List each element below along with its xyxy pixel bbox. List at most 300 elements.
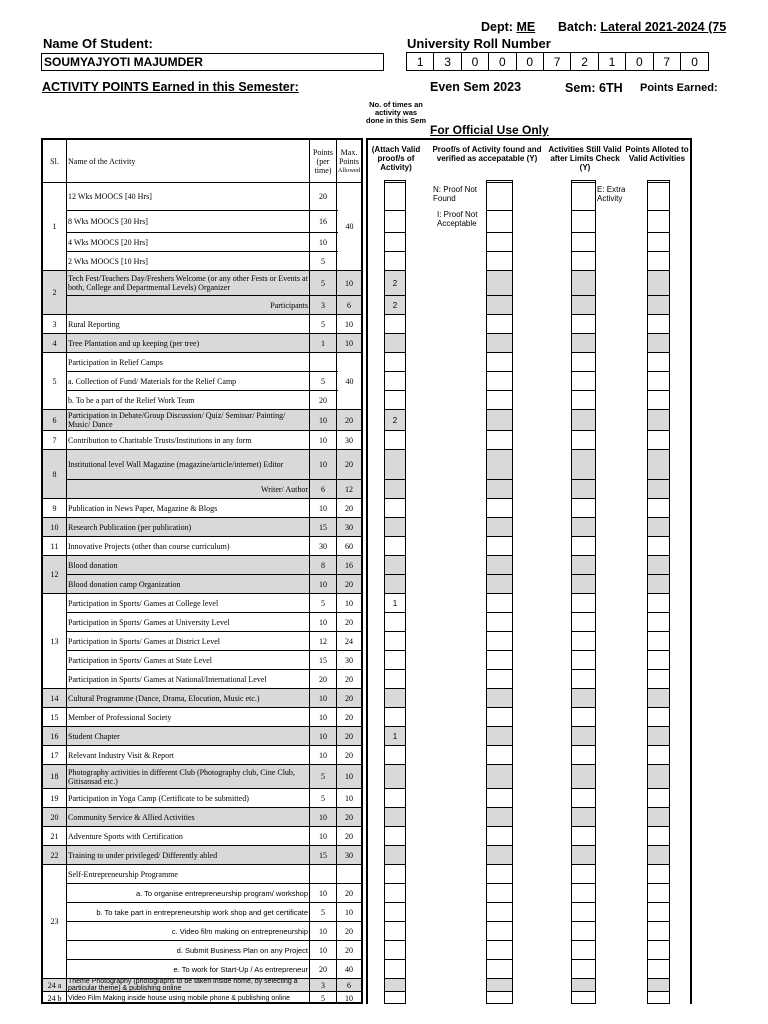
entry-cell[interactable] — [648, 991, 669, 1004]
table-row — [43, 845, 361, 864]
entry-cell[interactable] — [648, 182, 669, 210]
entry-cell[interactable] — [572, 883, 595, 902]
entry-cell[interactable] — [487, 726, 512, 745]
merged-sl-cell: 1 — [43, 183, 66, 270]
row-activity-name: Member of Professional Society — [67, 708, 310, 726]
entry-cell[interactable] — [487, 978, 512, 991]
entry-cell[interactable] — [648, 788, 669, 807]
roll-digit[interactable]: 1 — [407, 53, 434, 70]
entry-cell[interactable] — [572, 479, 595, 498]
row-sl: 11 — [43, 537, 67, 555]
entry-cell[interactable] — [648, 390, 669, 409]
entry-cell[interactable] — [572, 232, 595, 251]
entry-cell[interactable] — [572, 978, 595, 991]
row-activity-name: 12 Wks MOOCS [40 Hrs] — [67, 183, 310, 210]
row-activity-name: Rural Reporting — [67, 315, 310, 333]
table-row — [43, 517, 361, 536]
entry-cell[interactable] — [385, 430, 405, 449]
entry-cell[interactable] — [385, 826, 405, 845]
entry-cell[interactable] — [648, 864, 669, 883]
entry-cell[interactable] — [385, 371, 405, 390]
entry-cell[interactable] — [385, 788, 405, 807]
entry-cell[interactable] — [648, 940, 669, 959]
entry-cell[interactable] — [572, 251, 595, 270]
entry-cell[interactable] — [648, 807, 669, 826]
entry-cell[interactable] — [572, 430, 595, 449]
entry-cell[interactable] — [487, 593, 512, 612]
entry-cell[interactable] — [487, 574, 512, 593]
row-sl: 9 — [43, 499, 67, 517]
row-max: 60 — [345, 541, 353, 551]
roll-digit[interactable]: 0 — [489, 53, 516, 70]
row-points: 20 — [310, 183, 337, 210]
row-points: 5 — [310, 372, 337, 390]
row-points: 10 — [310, 410, 337, 430]
row-sl: 19 — [43, 789, 67, 807]
entry-cell[interactable] — [487, 807, 512, 826]
entry-cell[interactable] — [487, 826, 512, 845]
times-done-column — [384, 180, 406, 1004]
entry-cell[interactable] — [572, 650, 595, 669]
entry-cell[interactable] — [648, 371, 669, 390]
row-sl: 17 — [43, 746, 67, 764]
entry-cell[interactable] — [648, 978, 669, 991]
entry-cell[interactable] — [572, 449, 595, 479]
entry-cell[interactable] — [487, 631, 512, 650]
entry-cell[interactable] — [648, 669, 669, 688]
row-activity-name: Participation in Sports/ Games at College level — [67, 594, 310, 612]
entry-cell[interactable] — [487, 991, 512, 1004]
header-sl: Sl. — [43, 140, 67, 182]
entry-cell[interactable] — [572, 726, 595, 745]
row-max: 30 — [345, 850, 353, 860]
roll-digit[interactable]: 0 — [462, 53, 489, 70]
row-points: 10 — [310, 233, 337, 251]
row-sl: 4 — [43, 334, 67, 352]
entry-cell[interactable] — [572, 498, 595, 517]
entry-cell[interactable] — [487, 921, 512, 940]
row-max: 40 — [345, 964, 353, 974]
row-points: 16 — [310, 211, 337, 232]
entry-cell[interactable] — [572, 270, 595, 295]
row-points: 10 — [310, 827, 337, 845]
entry-cell[interactable] — [572, 707, 595, 726]
entry-cell[interactable] — [572, 612, 595, 631]
entry-cell[interactable] — [648, 574, 669, 593]
entry-cell[interactable] — [572, 333, 595, 352]
table-row — [43, 826, 361, 845]
entry-cell[interactable] — [648, 449, 669, 479]
row-activity-name: Theme Photography (photographs to be taken inside home, by selecting a particular theme) & publishing online — [67, 979, 310, 991]
entry-cell[interactable] — [385, 479, 405, 498]
entry-cell[interactable] — [385, 333, 405, 352]
entry-cell[interactable] — [487, 409, 512, 430]
row-points: 10 — [310, 808, 337, 826]
entry-cell[interactable] — [487, 479, 512, 498]
entry-cell[interactable] — [648, 352, 669, 371]
table-row — [43, 333, 361, 352]
entry-cell[interactable] — [385, 536, 405, 555]
entry-cell[interactable] — [487, 270, 512, 295]
entry-cell[interactable] — [487, 959, 512, 978]
entry-cell[interactable] — [572, 371, 595, 390]
table-row — [43, 270, 361, 295]
row-points: 12 — [310, 632, 337, 650]
entry-cell[interactable] — [385, 807, 405, 826]
row-sl: 24 a — [43, 979, 67, 991]
row-activity-name: b. To take part in entrepreneurship work shop and get certificate — [67, 903, 310, 921]
entry-cell[interactable] — [385, 764, 405, 788]
entry-cell[interactable] — [385, 390, 405, 409]
row-points: 10 — [310, 613, 337, 631]
entry-cell[interactable] — [648, 333, 669, 352]
table-row — [43, 883, 361, 902]
entry-cell[interactable] — [648, 883, 669, 902]
entry-cell[interactable] — [572, 959, 595, 978]
entry-cell[interactable] — [648, 650, 669, 669]
row-activity-name: d. Submit Business Plan on any Project — [67, 941, 310, 959]
row-activity-name: Participation in Sports/ Games at District Level — [67, 632, 310, 650]
attach-proof-head: (Attach Valid proof/s of Activity) — [371, 145, 421, 172]
entry-cell[interactable]: 2 — [385, 295, 405, 314]
entry-cell[interactable] — [487, 688, 512, 707]
entry-cell[interactable] — [385, 959, 405, 978]
row-points — [310, 865, 337, 883]
entry-cell[interactable] — [487, 232, 512, 251]
row-sl: 24 b — [43, 992, 67, 1004]
table-row — [43, 498, 361, 517]
dept-label: Dept: ME — [481, 20, 536, 34]
row-points: 10 — [310, 941, 337, 959]
row-max: 10 — [345, 319, 353, 329]
table-row — [43, 210, 361, 232]
entry-cell[interactable] — [487, 864, 512, 883]
row-points: 3 — [310, 296, 337, 314]
entry-cell[interactable] — [648, 921, 669, 940]
entry-cell[interactable] — [487, 555, 512, 574]
row-points: 3 — [310, 979, 337, 991]
entry-cell[interactable] — [487, 251, 512, 270]
row-points: 20 — [310, 391, 337, 409]
table-row — [43, 650, 361, 669]
entry-cell[interactable] — [648, 430, 669, 449]
entry-cell[interactable] — [572, 536, 595, 555]
table-row — [43, 232, 361, 251]
entry-cell[interactable] — [385, 517, 405, 536]
row-sl: 20 — [43, 808, 67, 826]
row-points: 10 — [310, 727, 337, 745]
entry-cell[interactable] — [487, 182, 512, 210]
entry-cell[interactable] — [648, 826, 669, 845]
entry-cell[interactable] — [648, 409, 669, 430]
row-activity-name: 2 Wks MOOCS [10 Hrs] — [67, 252, 310, 270]
entry-cell[interactable] — [572, 352, 595, 371]
entry-cell[interactable] — [572, 409, 595, 430]
entry-cell[interactable] — [487, 210, 512, 232]
row-activity-name: Self-Entrepreneurship Programme — [67, 865, 310, 883]
entry-cell[interactable] — [385, 978, 405, 991]
row-sl: 10 — [43, 518, 67, 536]
row-max: 10 — [345, 598, 353, 608]
entry-cell[interactable] — [648, 612, 669, 631]
row-points: 20 — [310, 670, 337, 688]
entry-cell[interactable] — [385, 845, 405, 864]
entry-cell[interactable] — [572, 390, 595, 409]
row-points: 15 — [310, 651, 337, 669]
entry-cell[interactable] — [487, 352, 512, 371]
entry-cell[interactable] — [648, 631, 669, 650]
entry-cell[interactable] — [487, 430, 512, 449]
row-activity-name: Blood donation — [67, 556, 310, 574]
roll-digit[interactable]: 3 — [434, 53, 461, 70]
entry-cell[interactable] — [648, 479, 669, 498]
entry-cell[interactable] — [385, 745, 405, 764]
entry-cell[interactable] — [572, 210, 595, 232]
entry-cell[interactable] — [487, 707, 512, 726]
row-points: 10 — [310, 450, 337, 479]
entry-cell[interactable] — [385, 352, 405, 371]
table-row — [43, 352, 361, 371]
table-row — [43, 409, 361, 430]
entry-cell[interactable] — [572, 669, 595, 688]
table-row — [43, 745, 361, 764]
entry-cell[interactable] — [648, 845, 669, 864]
roll-digit[interactable]: 7 — [544, 53, 571, 70]
entry-cell[interactable] — [487, 390, 512, 409]
official-frame — [366, 178, 692, 1004]
row-max: 12 — [345, 484, 353, 494]
entry-cell[interactable] — [572, 807, 595, 826]
roll-digit[interactable]: 2 — [571, 53, 598, 70]
row-max: 20 — [345, 503, 353, 513]
entry-cell[interactable] — [385, 864, 405, 883]
entry-cell[interactable] — [648, 210, 669, 232]
entry-cell[interactable] — [648, 745, 669, 764]
table-row — [43, 978, 361, 991]
entry-cell[interactable] — [648, 270, 669, 295]
row-points: 5 — [310, 789, 337, 807]
row-max: 24 — [345, 636, 353, 646]
header-max: Max. Points Allowed — [337, 147, 361, 174]
entry-cell[interactable] — [648, 555, 669, 574]
entry-cell[interactable] — [572, 864, 595, 883]
row-activity-name: Participation in Sports/ Games at University Level — [67, 613, 310, 631]
row-max: 20 — [345, 888, 353, 898]
row-activity-name: 4 Wks MOOCS [20 Hrs] — [67, 233, 310, 251]
semester-label: Even Sem 2023 — [430, 80, 522, 94]
entry-cell[interactable] — [487, 788, 512, 807]
entry-cell[interactable] — [385, 612, 405, 631]
entry-cell[interactable] — [385, 707, 405, 726]
entry-cell[interactable] — [572, 555, 595, 574]
entry-cell[interactable] — [572, 921, 595, 940]
roll-digit[interactable]: 0 — [626, 53, 653, 70]
row-activity-name: Relevant Industry Visit & Report — [67, 746, 310, 764]
entry-cell[interactable] — [572, 845, 595, 864]
entry-cell[interactable] — [385, 210, 405, 232]
row-max: 10 — [345, 993, 353, 1003]
entry-cell[interactable] — [385, 921, 405, 940]
merged-max-cell: 40 — [338, 353, 361, 409]
entry-cell[interactable] — [648, 707, 669, 726]
entry-cell[interactable] — [487, 498, 512, 517]
entry-cell[interactable] — [385, 251, 405, 270]
table-row — [43, 669, 361, 688]
row-points: 10 — [310, 499, 337, 517]
table-row — [43, 788, 361, 807]
merged-max-cell: 40 — [338, 183, 361, 270]
entry-cell[interactable] — [572, 745, 595, 764]
entry-cell[interactable] — [487, 295, 512, 314]
table-row — [43, 959, 361, 978]
entry-cell[interactable] — [487, 517, 512, 536]
entry-cell[interactable] — [385, 449, 405, 479]
entry-cell[interactable] — [572, 826, 595, 845]
entry-cell[interactable] — [385, 498, 405, 517]
row-points: 10 — [310, 708, 337, 726]
entry-cell[interactable] — [487, 650, 512, 669]
entry-cell[interactable] — [385, 182, 405, 210]
entry-cell[interactable] — [648, 593, 669, 612]
entry-cell[interactable] — [487, 764, 512, 788]
entry-cell[interactable] — [385, 555, 405, 574]
entry-cell[interactable] — [487, 449, 512, 479]
entry-cell[interactable] — [385, 669, 405, 688]
row-max: 20 — [345, 750, 353, 760]
entry-cell[interactable] — [648, 251, 669, 270]
entry-cell[interactable] — [487, 314, 512, 333]
entry-cell[interactable] — [572, 940, 595, 959]
entry-cell[interactable] — [572, 574, 595, 593]
entry-cell[interactable] — [572, 314, 595, 333]
entry-cell[interactable] — [572, 517, 595, 536]
table-row — [43, 688, 361, 707]
dept-value: ME — [516, 20, 536, 34]
row-activity-name: Tree Plantation and up keeping (per tree) — [67, 334, 310, 352]
entry-cell[interactable] — [487, 883, 512, 902]
row-max: 20 — [345, 731, 353, 741]
entry-cell[interactable] — [648, 764, 669, 788]
entry-cell[interactable] — [487, 612, 512, 631]
entry-cell[interactable] — [572, 295, 595, 314]
entry-cell[interactable] — [487, 940, 512, 959]
points-alloted-head: Points Alloted to Valid Activities — [625, 145, 689, 163]
entry-cell[interactable] — [487, 669, 512, 688]
roll-digit[interactable]: 1 — [599, 53, 626, 70]
row-max: 20 — [345, 579, 353, 589]
entry-cell[interactable] — [572, 688, 595, 707]
row-points: 10 — [310, 746, 337, 764]
still-valid-column — [571, 180, 596, 1004]
entry-cell[interactable] — [385, 940, 405, 959]
entry-cell[interactable] — [487, 371, 512, 390]
row-sl: 6 — [43, 410, 67, 430]
entry-cell[interactable] — [648, 232, 669, 251]
row-activity-name: Student Chapter — [67, 727, 310, 745]
row-points: 10 — [310, 922, 337, 940]
row-points: 10 — [310, 689, 337, 707]
entry-cell[interactable] — [648, 688, 669, 707]
student-name-field[interactable]: SOUMYAJYOTI MAJUMDER — [41, 53, 384, 71]
row-max: 10 — [345, 338, 353, 348]
entry-cell[interactable] — [487, 902, 512, 921]
entry-cell[interactable] — [648, 295, 669, 314]
entry-cell[interactable] — [648, 726, 669, 745]
row-activity-name: Participation in Relief Camps — [67, 353, 310, 371]
row-activity-name: Research Publication (per publication) — [67, 518, 310, 536]
entry-cell[interactable] — [572, 593, 595, 612]
entry-cell[interactable] — [572, 631, 595, 650]
roll-digit[interactable]: 0 — [691, 55, 698, 69]
entry-cell[interactable] — [385, 650, 405, 669]
entry-cell[interactable] — [572, 991, 595, 1004]
entry-cell[interactable] — [385, 991, 405, 1004]
entry-cell[interactable] — [385, 902, 405, 921]
entry-cell[interactable]: 2 — [385, 409, 405, 430]
entry-cell[interactable] — [648, 959, 669, 978]
entry-cell[interactable] — [385, 883, 405, 902]
entry-cell[interactable] — [385, 232, 405, 251]
row-activity-name: Writer/ Author — [67, 480, 310, 498]
entry-cell[interactable]: 1 — [385, 593, 405, 612]
table-row — [43, 807, 361, 826]
entry-cell[interactable] — [385, 574, 405, 593]
entry-cell[interactable] — [648, 536, 669, 555]
entry-cell[interactable] — [385, 631, 405, 650]
row-activity-name: Publication in News Paper, Magazine & Blogs — [67, 499, 310, 517]
table-row — [43, 707, 361, 726]
points-alloted-column — [647, 180, 670, 1004]
entry-cell[interactable] — [572, 902, 595, 921]
entry-cell[interactable] — [487, 745, 512, 764]
merged-sl-cell: 2 — [43, 271, 66, 314]
entry-cell[interactable] — [572, 764, 595, 788]
row-points: 20 — [310, 960, 337, 978]
row-activity-name: Cultural Programme (Dance, Drama, Elocution, Music etc.) — [67, 689, 310, 707]
entry-cell[interactable] — [385, 688, 405, 707]
table-row — [43, 593, 361, 612]
entry-cell[interactable] — [648, 517, 669, 536]
sem-number: Sem: 6TH — [565, 81, 623, 95]
table-row — [43, 430, 361, 449]
entry-cell[interactable] — [487, 536, 512, 555]
entry-cell[interactable] — [487, 845, 512, 864]
entry-cell[interactable] — [385, 314, 405, 333]
table-row — [43, 449, 361, 479]
row-points: 5 — [310, 992, 337, 1004]
roll-digit[interactable]: 7 — [654, 53, 681, 70]
table-row — [43, 864, 361, 883]
row-max: 20 — [345, 460, 353, 469]
entry-cell[interactable] — [487, 333, 512, 352]
row-sl: 7 — [43, 431, 67, 449]
roll-digit[interactable]: 0 — [517, 53, 544, 70]
table-row — [43, 921, 361, 940]
row-activity-name: b. To be a part of the Relief Work Team — [67, 391, 310, 409]
row-points: 6 — [310, 480, 337, 498]
entry-cell[interactable] — [572, 788, 595, 807]
entry-cell[interactable] — [572, 182, 595, 210]
row-activity-name: a. Collection of Fund/ Materials for the Relief Camp — [67, 372, 310, 390]
row-max: 10 — [345, 278, 353, 288]
entry-cell[interactable]: 2 — [385, 270, 405, 295]
row-max: 20 — [345, 617, 353, 627]
entry-cell[interactable] — [648, 314, 669, 333]
row-sl: 16 — [43, 727, 67, 745]
entry-cell[interactable] — [648, 498, 669, 517]
entry-cell[interactable]: 1 — [385, 726, 405, 745]
entry-cell[interactable] — [648, 902, 669, 921]
